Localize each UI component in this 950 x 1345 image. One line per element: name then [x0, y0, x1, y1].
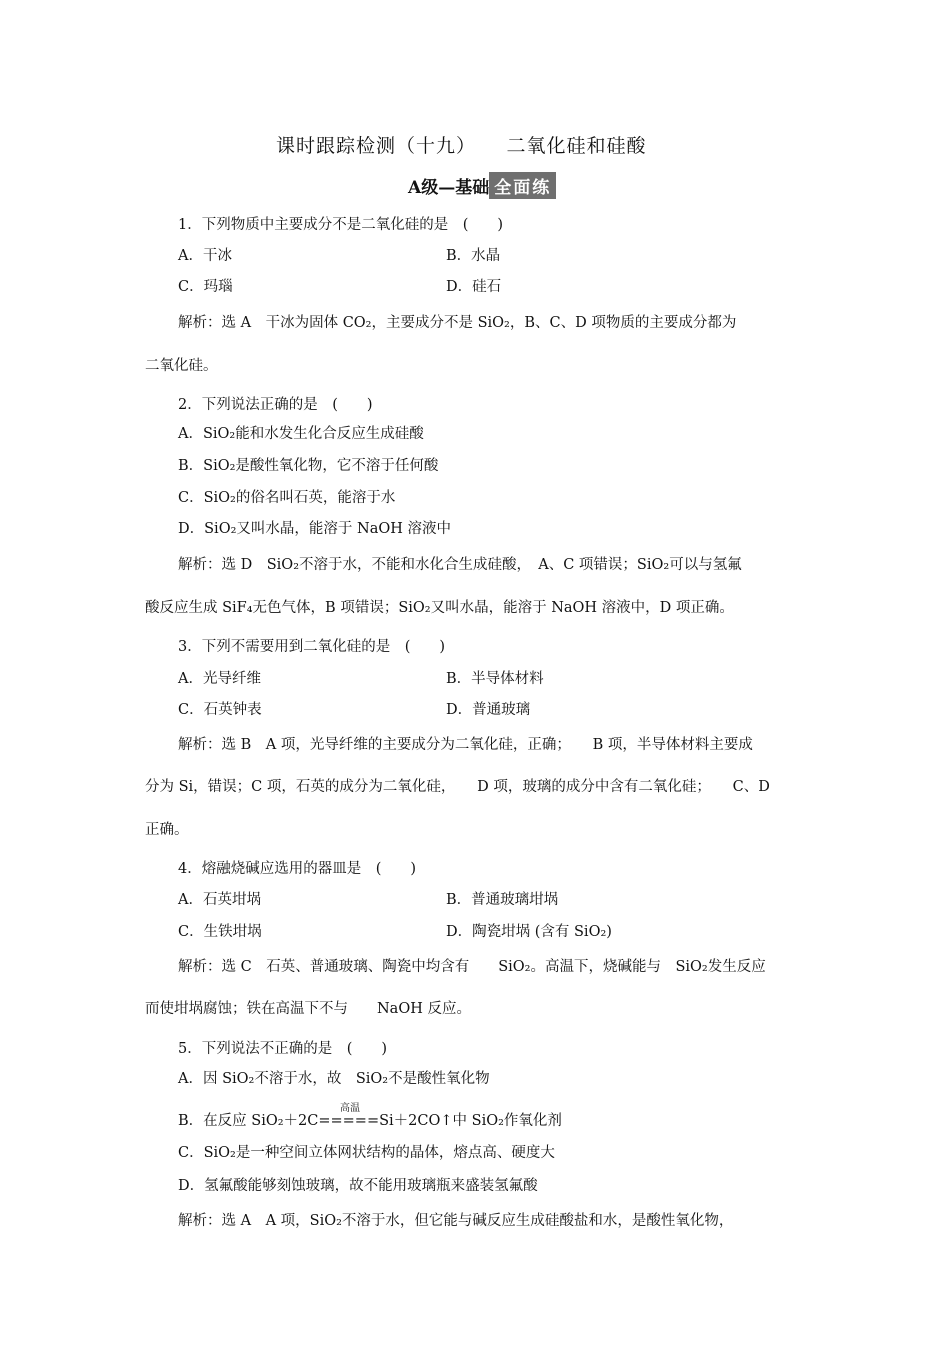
q1-analysis-line1: 解析：选 A 干冰为固体 CO₂，主要成分不是 SiO₂，B、C、D 项物质的主要成分都为 — [178, 315, 737, 331]
q2-option-b: B．SiO₂是酸性氧化物，它不溶于任何酸 — [178, 458, 439, 474]
q5-option-b: B．在反应 SiO₂＋2C=====Si＋2CO↑中 SiO₂作氧化剂 — [178, 1113, 562, 1129]
level-badge: 全面练 — [489, 172, 556, 199]
q3-option-d: D．普通玻璃 — [446, 702, 531, 718]
q5-option-d: D．氢氟酸能够刻蚀玻璃，故不能用玻璃瓶来盛装氢氟酸 — [178, 1178, 538, 1194]
q3-option-c: C．石英钟表 — [178, 702, 262, 718]
q3-analysis-line1: 解析：选 B A 项，光导纤维的主要成分为二氧化硅，正确； B 项，半导体材料主要成 — [178, 737, 753, 753]
q3-analysis-line3: 正确。 — [145, 822, 189, 838]
q4-option-a: A．石英坩埚 — [178, 892, 261, 908]
q5-option-c: C．SiO₂是一种空间立体网状结构的晶体，熔点高、硬度大 — [178, 1145, 555, 1161]
q5-analysis-line1: 解析：选 A A 项，SiO₂不溶于水，但它能与碱反应生成硅酸盐和水，是酸性氧化物， — [178, 1213, 734, 1229]
q4-option-d: D．陶瓷坩埚 (含有 SiO₂) — [446, 924, 612, 940]
q5-reaction-condition: 高温 — [340, 1103, 360, 1114]
q2-analysis-line1: 解析：选 D SiO₂不溶于水，不能和水化合生成硅酸， A、C 项错误；SiO₂可以与氢氟 — [178, 557, 742, 573]
level-label: A级—基础 — [408, 178, 490, 198]
q1-option-a: A．干冰 — [178, 248, 232, 264]
q1-option-d: D．硅石 — [446, 279, 502, 295]
level-heading — [408, 172, 556, 199]
q1-option-b: B．水晶 — [446, 248, 501, 264]
q3-option-b: B．半导体材料 — [446, 671, 544, 687]
q1-option-c: C．玛瑙 — [178, 279, 233, 295]
q2-stem: 2．下列说法正确的是 ( ) — [178, 397, 373, 413]
q2-analysis-line2: 酸反应生成 SiF₄无色气体，B 项错误；SiO₂又叫水晶，能溶于 NaOH 溶液中，D 项正确。 — [145, 600, 734, 616]
q3-stem: 3．下列不需要用到二氧化硅的是 ( ) — [178, 639, 446, 655]
q4-stem: 4．熔融烧碱应选用的器皿是 ( ) — [178, 861, 417, 877]
q4-analysis-line2: 而使坩埚腐蚀；铁在高温下不与 NaOH 反应。 — [145, 1001, 471, 1017]
q2-option-c: C．SiO₂的俗名叫石英，能溶于水 — [178, 490, 396, 506]
q1-stem: 1．下列物质中主要成分不是二氧化硅的是 ( ) — [178, 217, 504, 233]
q4-option-c: C．生铁坩埚 — [178, 924, 262, 940]
q3-analysis-line2: 分为 Si，错误；C 项，石英的成分为二氧化硅， D 项，玻璃的成分中含有二氧化硅； C、D — [145, 779, 770, 795]
q5-stem: 5．下列说法不正确的是 ( ) — [178, 1041, 388, 1057]
q4-analysis-line1: 解析：选 C 石英、普通玻璃、陶瓷中均含有 SiO₂。高温下，烧碱能与 SiO₂发生反应 — [178, 959, 766, 975]
q3-option-a: A．光导纤维 — [178, 671, 261, 687]
q5-option-a: A．因 SiO₂不溶于水，故 SiO₂不是酸性氧化物 — [178, 1071, 490, 1087]
q2-option-d: D．SiO₂又叫水晶，能溶于 NaOH 溶液中 — [178, 521, 451, 537]
q1-analysis-line2: 二氧化硅。 — [145, 358, 218, 374]
q4-option-b: B．普通玻璃坩埚 — [446, 892, 559, 908]
page-title: 课时跟踪检测（十九） 二氧化硅和硅酸 — [276, 135, 647, 157]
q2-option-a: A．SiO₂能和水发生化合反应生成硅酸 — [178, 426, 424, 442]
